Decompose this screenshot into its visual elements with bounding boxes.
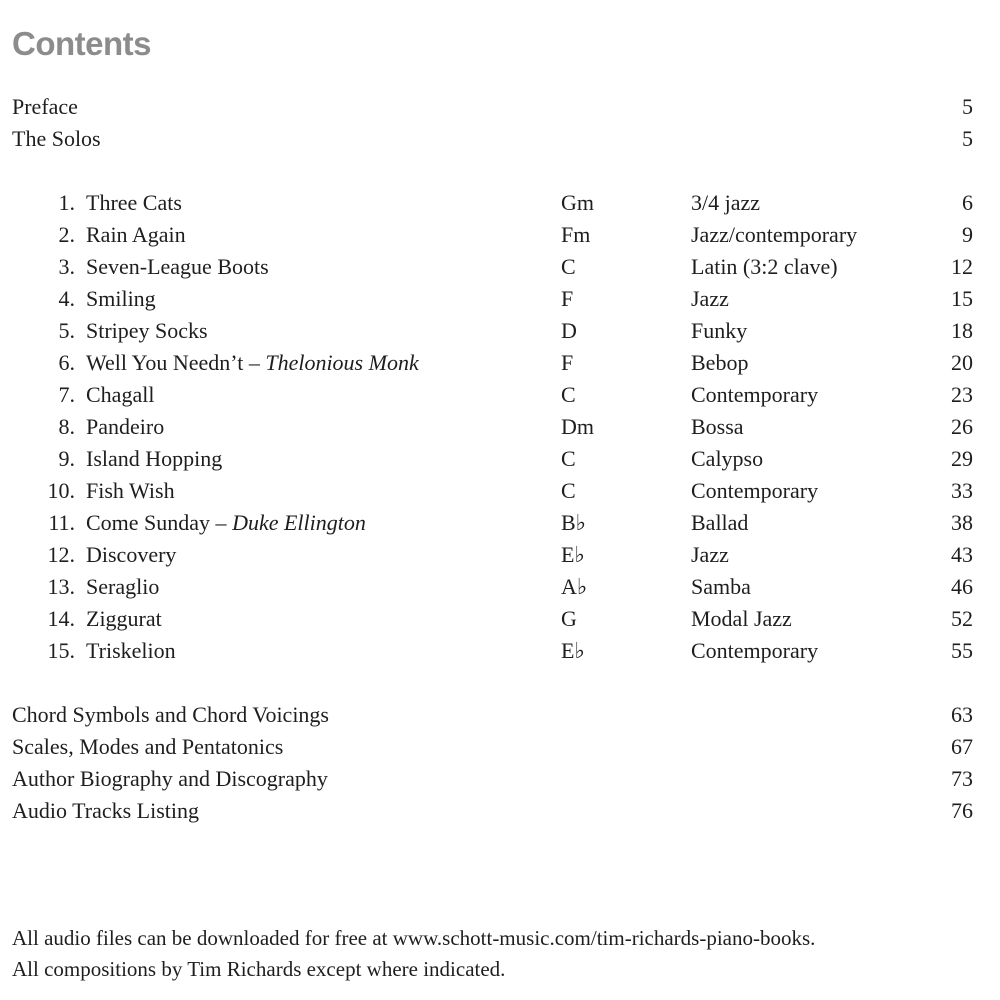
solo-row	[0, 539, 1000, 571]
solo-title	[86, 539, 176, 571]
solo-page: 38	[951, 510, 973, 535]
solo-key: C	[561, 446, 576, 471]
toc-entry-page: 5	[962, 94, 973, 119]
solo-title-text: Fish Wish	[86, 478, 175, 503]
solo-key: G	[561, 606, 577, 631]
solo-key: A♭	[561, 574, 588, 599]
audio-download-note: All audio files can be downloaded for free at www.schott-music.com/tim-richards-piano-books.	[12, 926, 816, 950]
toc-entry-scales	[0, 731, 1000, 763]
toc-entry-page: 67	[951, 734, 973, 759]
solo-title	[86, 219, 186, 251]
solo-row	[0, 603, 1000, 635]
solo-style: Jazz/contemporary	[691, 222, 858, 247]
toc-entry-page: 5	[962, 126, 973, 151]
toc-entry-preface	[0, 91, 1000, 123]
solo-key: C	[561, 478, 576, 503]
solo-key: D	[561, 318, 577, 343]
solo-style: Jazz	[691, 542, 729, 567]
solo-page: 6	[962, 190, 973, 215]
solo-title	[86, 603, 162, 635]
solo-number: 8.	[58, 414, 75, 439]
toc-entry-title: The Solos	[12, 126, 101, 151]
solo-number: 9.	[58, 446, 75, 471]
solo-composer: Thelonious Monk	[265, 350, 419, 375]
solo-key: C	[561, 254, 576, 279]
toc-entry-page: 63	[951, 702, 973, 727]
toc-entry-the-solos	[0, 123, 1000, 155]
toc-entry-page: 76	[951, 798, 973, 823]
solo-number: 10.	[47, 478, 75, 503]
toc-entry-title: Chord Symbols and Chord Voicings	[12, 702, 329, 727]
solo-number: 12.	[47, 542, 75, 567]
solo-page: 29	[951, 446, 973, 471]
solo-style: Samba	[691, 574, 751, 599]
solo-number: 5.	[58, 318, 75, 343]
solo-style: Calypso	[691, 446, 764, 471]
toc-entry-title: Scales, Modes and Pentatonics	[12, 734, 284, 759]
solo-page: 55	[951, 638, 973, 663]
solo-page: 12	[951, 254, 973, 279]
solo-row	[0, 571, 1000, 603]
solo-row	[0, 315, 1000, 347]
solo-style: Funky	[691, 318, 748, 343]
toc-entry-title: Audio Tracks Listing	[12, 798, 200, 823]
solo-key: Gm	[561, 190, 594, 215]
solo-key: Fm	[561, 222, 591, 247]
solo-number: 2.	[58, 222, 75, 247]
solo-number: 6.	[58, 350, 75, 375]
toc-entry-chord-symbols	[0, 699, 1000, 731]
solo-page: 43	[951, 542, 973, 567]
solo-title-text: Discovery	[86, 542, 177, 567]
solo-title-text: Chagall	[86, 382, 155, 407]
solo-page: 23	[951, 382, 973, 407]
solo-key: E♭	[561, 638, 585, 663]
solo-number: 3.	[58, 254, 75, 279]
solo-row	[0, 475, 1000, 507]
solo-style: Bossa	[691, 414, 744, 439]
solo-number: 7.	[58, 382, 75, 407]
solo-title-text: Ziggurat	[86, 606, 162, 631]
solo-title	[86, 283, 156, 315]
solo-page: 26	[951, 414, 973, 439]
solo-style: Contemporary	[691, 382, 819, 407]
solo-style: Latin (3:2 clave)	[691, 254, 838, 279]
page-title: Contents	[12, 25, 151, 62]
solo-title	[86, 507, 366, 539]
solo-composer: Duke Ellington	[232, 510, 366, 535]
solo-title-text: Rain Again	[86, 222, 186, 247]
solo-title	[86, 475, 175, 507]
solo-row	[0, 443, 1000, 475]
solo-title	[86, 379, 154, 411]
solo-key: C	[561, 382, 576, 407]
solo-row	[0, 347, 1000, 379]
solo-key: F	[561, 286, 574, 311]
solo-row	[0, 251, 1000, 283]
solo-row	[0, 635, 1000, 667]
solo-title	[86, 635, 176, 667]
solo-row	[0, 411, 1000, 443]
solo-title-text: Well You Needn’t –	[86, 350, 266, 375]
solo-title-text: Island Hopping	[86, 446, 223, 471]
solo-row	[0, 219, 1000, 251]
solo-title	[86, 347, 419, 379]
solo-row	[0, 187, 1000, 219]
toc-entry-page: 73	[951, 766, 973, 791]
solo-key: F	[561, 350, 574, 375]
solo-title-text: Come Sunday –	[86, 510, 233, 535]
solo-style: Jazz	[691, 286, 729, 311]
toc-entry-author-biography	[0, 763, 1000, 795]
solo-style: Bebop	[691, 350, 749, 375]
solo-style: Contemporary	[691, 478, 819, 503]
solo-title-text: Seraglio	[86, 574, 160, 599]
solo-number: 1.	[58, 190, 75, 215]
solo-number: 15.	[47, 638, 75, 663]
compositions-credit-note: All compositions by Tim Richards except where indicated.	[12, 957, 506, 981]
solo-title-text: Stripey Socks	[86, 318, 208, 343]
solo-page: 20	[951, 350, 973, 375]
toc-entry-title: Author Biography and Discography	[12, 766, 328, 791]
solo-page: 9	[962, 222, 973, 247]
solo-title	[86, 187, 182, 219]
solo-title-text: Three Cats	[86, 190, 182, 215]
solo-number: 13.	[47, 574, 75, 599]
solo-style: Contemporary	[691, 638, 819, 663]
solo-page: 46	[951, 574, 973, 599]
solo-title	[86, 571, 159, 603]
solo-title-text: Pandeiro	[86, 414, 165, 439]
solo-title-text: Triskelion	[86, 638, 176, 663]
solo-number: 11.	[48, 510, 75, 535]
solo-style: Modal Jazz	[691, 606, 792, 631]
toc-entry-title: Preface	[12, 94, 78, 119]
solo-style: Ballad	[691, 510, 749, 535]
solo-title	[86, 251, 269, 283]
solo-key: Dm	[561, 414, 594, 439]
solo-key: B♭	[561, 510, 587, 535]
solo-page: 18	[951, 318, 973, 343]
solo-page: 15	[951, 286, 973, 311]
solo-key: E♭	[561, 542, 585, 567]
solo-title-text: Smiling	[86, 286, 156, 311]
toc-entry-audio-tracks	[0, 795, 1000, 827]
solo-title	[86, 315, 208, 347]
solo-title	[86, 443, 222, 475]
solo-style: 3/4 jazz	[691, 190, 761, 215]
solo-number: 14.	[47, 606, 75, 631]
solo-row	[0, 283, 1000, 315]
solo-page: 52	[951, 606, 973, 631]
solo-row	[0, 507, 1000, 539]
solo-number: 4.	[58, 286, 75, 311]
solo-title-text: Seven-League Boots	[86, 254, 269, 279]
solo-row	[0, 379, 1000, 411]
solo-page: 33	[951, 478, 973, 503]
solo-title	[86, 411, 164, 443]
